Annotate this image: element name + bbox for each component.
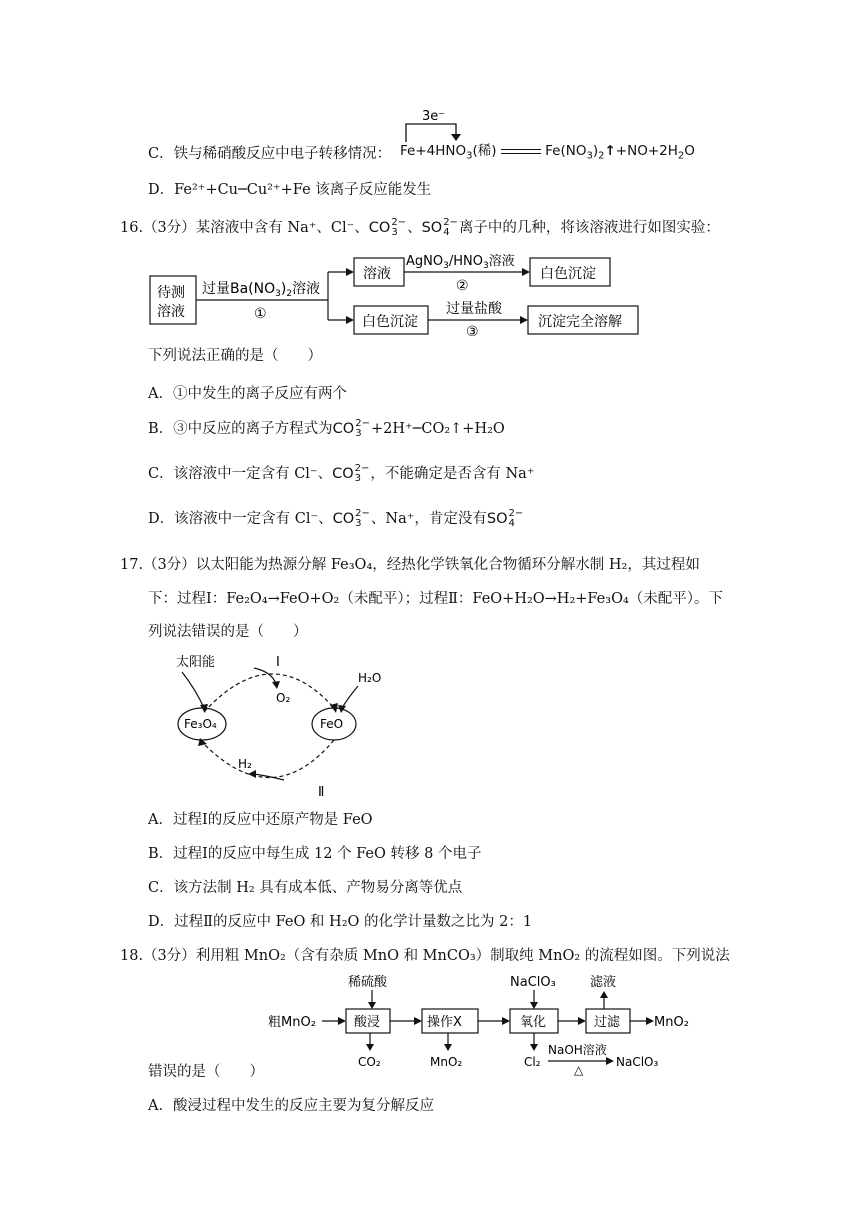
ion-co3: CO2− 3 xyxy=(368,217,407,238)
step2-label: ② xyxy=(456,278,469,294)
fe3o4-label: Fe₃O₄ xyxy=(184,717,217,731)
step2-roman: Ⅱ xyxy=(318,785,325,800)
ion-co3: CO2− 3 xyxy=(332,508,370,529)
q18-stem: 18.（3分）利用粗 MnO₂（含有杂质 MnO 和 MnCO₃）制取纯 MnO₂ 的流程如图。下列说法 xyxy=(120,948,730,964)
q16-stem-a: 16.（3分）某溶液中含有 Na⁺、Cl⁻、 xyxy=(120,220,369,236)
electron-transfer-arrow xyxy=(400,108,470,144)
sample-label-2: 溶液 xyxy=(157,304,185,320)
reagent2-label: $AgNO_3/HNO_3$溶液 xyxy=(406,254,515,271)
step1-label: ① xyxy=(254,306,267,322)
gas-arrow-icon: ↑ xyxy=(604,143,616,159)
naclo3-top-label: NaClO₃ xyxy=(510,975,556,990)
q17-stem-1: 17.（3分）以太阳能为热源分解 Fe₃O₄，经热化学铁氧化合物循环分解水制 H₂，其过程如 xyxy=(120,557,700,573)
filter-label: 过滤 xyxy=(594,1015,621,1030)
cl2-label: Cl₂ xyxy=(524,1055,541,1069)
q15-option-d: D．Fe²⁺+Cu─Cu²⁺+Fe 该离子反应能发生 xyxy=(148,182,432,198)
q18-stem-2: 错误的是（ ） xyxy=(148,1064,264,1080)
reagent3-label: 过量盐酸 xyxy=(446,301,502,317)
q16-option-d: D．该溶液中一定含有 Cl⁻、CO2− 3 、Na⁺，肯定没有SO2− 4 xyxy=(148,508,524,529)
q15-option-c xyxy=(148,144,391,164)
q18-flow-diagram xyxy=(266,970,706,1076)
q17-cycle-diagram xyxy=(172,650,402,800)
reagent1-label: 过量$Ba(NO_3)_2$溶液 xyxy=(202,281,321,299)
naclo3-bottom-label: NaClO₃ xyxy=(616,1055,659,1069)
q16-option-a: A．①中发生的离子反应有两个 xyxy=(148,386,347,402)
ion-co3: CO2− 3 xyxy=(332,418,370,439)
eq-double-bar xyxy=(501,149,541,154)
ion-co3: CO2− 3 xyxy=(332,463,370,484)
q17-option-c: C．该方法制 H₂ 具有成本低、产物易分离等优点 xyxy=(148,880,463,896)
solution-label: 溶液 xyxy=(363,266,391,282)
h2-label: H₂ xyxy=(238,757,252,771)
mno2-out-label: MnO₂ xyxy=(654,1015,689,1030)
q16-prompt: 下列说法正确的是（ ） xyxy=(148,348,322,364)
eq-lhs: Fe+4HNO xyxy=(400,143,467,159)
co2-label: CO₂ xyxy=(358,1055,381,1069)
mno2-mid-label: MnO₂ xyxy=(430,1055,463,1069)
q17-option-d: D．过程Ⅱ的反应中 FeO 和 H₂O 的化学计量数之比为 2：1 xyxy=(148,914,533,930)
q16-stem-c: 离子中的几种，将该溶液进行如图实验： xyxy=(458,220,720,236)
electron-label: 3e⁻ xyxy=(422,109,446,124)
q16-stem xyxy=(120,218,720,238)
q15-equation: $Fe+4HNO_3$(稀) $Fe(NO_3)_2↑+NO+2H_2O$ xyxy=(400,143,695,162)
h2o-label: H₂O xyxy=(358,671,382,685)
q16-stem-b: 、 xyxy=(407,220,422,236)
q17-stem-2: 下：过程Ⅰ：Fe₂O₄→FeO+O₂（未配平）；过程Ⅱ：FeO+H₂O→H₂+Fe₃O₄（未配平）。下 xyxy=(148,591,724,607)
opx-label: 操作X xyxy=(427,1015,462,1030)
eq-rhs-end: O xyxy=(684,143,695,159)
white-ppt-top-label: 白色沉淀 xyxy=(540,266,596,282)
heat-label: △ xyxy=(574,1063,584,1076)
leach-label: 酸浸 xyxy=(354,1015,381,1030)
q17-option-a: A．过程Ⅰ的反应中还原产物是 FeO xyxy=(148,812,373,828)
q16-option-b: B．③中反应的离子方程式为CO2− 3 +2H⁺─CO₂↑+H₂O xyxy=(148,418,505,439)
acid-label: 稀硫酸 xyxy=(348,975,388,990)
dissolve-label: 沉淀完全溶解 xyxy=(538,314,622,330)
eq-lhs-tail: (稀) xyxy=(472,143,497,159)
eq-rhs: Fe(NO xyxy=(545,143,587,159)
naoh-label: NaOH溶液 xyxy=(548,1043,607,1057)
feo-label: FeO xyxy=(320,717,344,731)
q16-flow-diagram xyxy=(148,252,648,336)
filtrate-label: 滤液 xyxy=(590,975,617,990)
step1-roman: Ⅰ xyxy=(276,655,280,670)
q18-option-a: A．酸浸过程中发生的反应主要为复分解反应 xyxy=(148,1098,434,1114)
q16-option-c: C．该溶液中一定含有 Cl⁻、CO2− 3 ，不能确定是否含有 Na⁺ xyxy=(148,463,535,484)
eq-rhs-tail: +NO+2H xyxy=(615,143,678,159)
raw-label: 粗MnO₂ xyxy=(268,1015,316,1030)
step3-label: ③ xyxy=(466,324,479,336)
o2-label: O₂ xyxy=(276,691,291,705)
sun-label: 太阳能 xyxy=(176,655,216,670)
ion-so4: SO2− 4 xyxy=(421,217,458,238)
q17-stem-3: 列说法错误的是（ ） xyxy=(148,624,308,640)
oxidize-label: 氧化 xyxy=(520,1015,547,1030)
q15-option-c-text: C．铁与稀硝酸反应中电子转移情况： xyxy=(148,146,392,162)
sample-label-1: 待测 xyxy=(157,285,185,301)
white-ppt-bottom-label: 白色沉淀 xyxy=(362,314,418,330)
q17-option-b: B．过程Ⅰ的反应中每生成 12 个 FeO 转移 8 个电子 xyxy=(148,846,482,862)
ion-so4: SO2− 4 xyxy=(486,508,524,529)
